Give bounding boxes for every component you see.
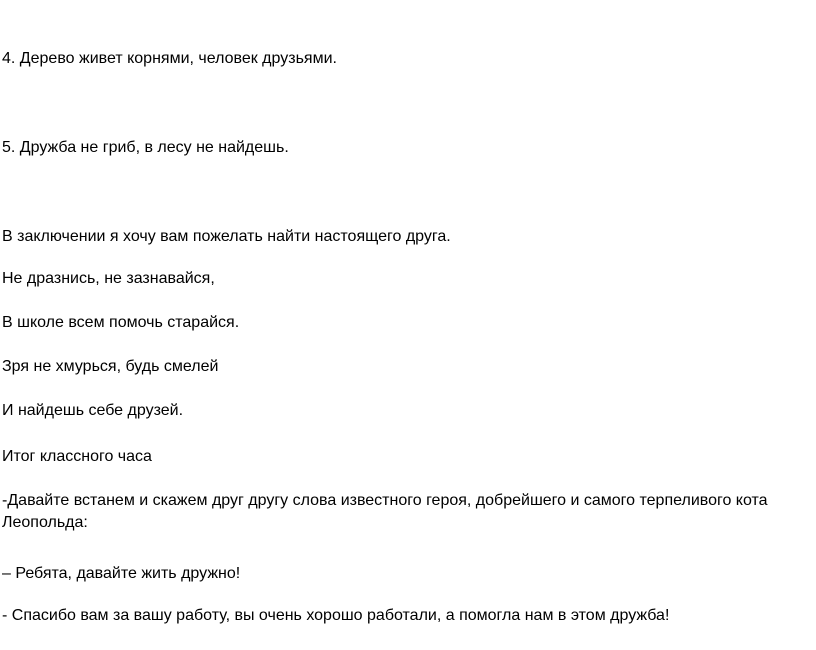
proverb-4: 4. Дерево живет корнями, человек друзьями.: [2, 50, 337, 67]
closing-thanks: - Спасибо вам за вашу работу, вы очень хорошо работали, а помогла нам в этом дружба!: [2, 607, 670, 624]
leopold-quote: – Ребята, давайте жить дружно!: [2, 565, 241, 582]
poem-line-4: И найдешь себе друзей.: [2, 402, 184, 419]
poem-line-2: В школе всем помочь старайся.: [2, 314, 240, 331]
poem-line-3: Зря не хмурься, будь смелей: [2, 358, 219, 375]
proverb-5: 5. Дружба не гриб, в лесу не найдешь.: [2, 139, 289, 156]
conclusion-line: В заключении я хочу вам пожелать найти настоящего друга.: [2, 228, 451, 245]
leopold-intro: -Давайте встанем и скажем друг другу слова известного героя, добрейшего и самого терпеливого кота Леопольда:: [2, 492, 768, 531]
poem-line-1: Не дразнись, не зазнавайся,: [2, 270, 215, 287]
summary-heading: Итог классного часа: [2, 448, 152, 465]
